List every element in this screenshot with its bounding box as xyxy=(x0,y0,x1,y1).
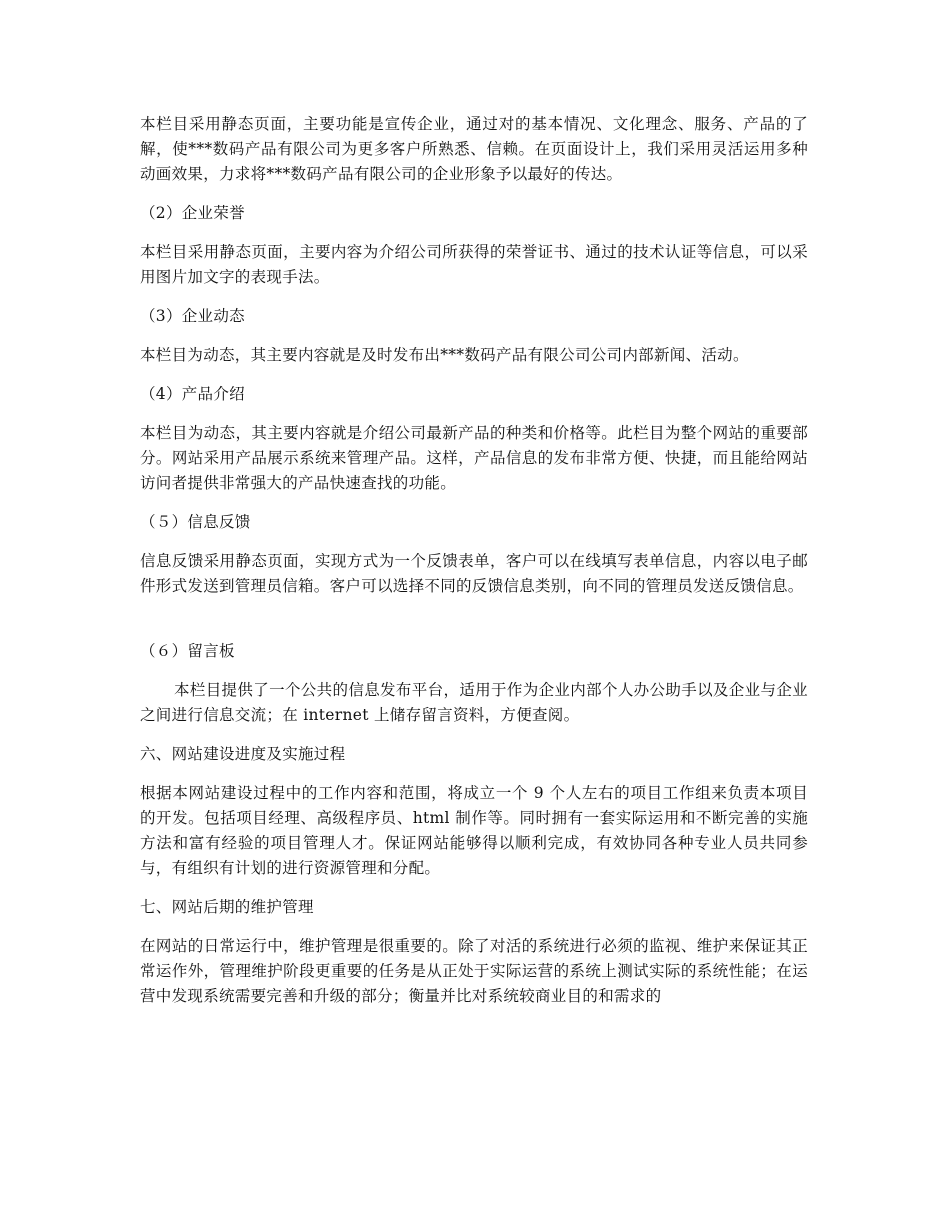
heading-company-news: （3）企业动态 xyxy=(140,307,245,325)
paragraph-company-honors: 本栏目采用静态页面，主要内容为介绍公司所获得的荣誉证书、通过的技术认证等信息，可以采用图片加文字的表现手法。 xyxy=(140,243,808,286)
paragraph-feedback: 信息反馈采用静态页面，实现方式为一个反馈表单，客户可以在线填写表单信息，内容以电子邮件形式发送到管理员信箱。客户可以选择不同的反馈信息类别，向不同的管理员发送反馈信息。 xyxy=(140,552,808,595)
paragraph-company-news: 本栏目为动态，其主要内容就是及时发布出***数码产品有限公司公司内部新闻、活动。 xyxy=(140,346,749,364)
heading-section-seven: 七、网站后期的维护管理 xyxy=(140,898,314,916)
paragraph-message-board: 本栏目提供了一个公共的信息发布平台，适用于作为企业内部个人办公助手以及企业与企业之间进行信息交流；在 internet 上储存留言资料，方便查阅。 xyxy=(140,681,808,724)
heading-company-honors: （2）企业荣誉 xyxy=(140,204,245,222)
heading-section-six: 六、网站建设进度及实施过程 xyxy=(140,745,346,763)
paragraph-company-intro: 本栏目采用静态页面，主要功能是宣传企业，通过对的基本情况、文化理念、服务、产品的了解，使***数码产品有限公司为更多客户所熟悉、信赖。在页面设计上，我们采用灵活运用多种动画效果，力求将***数码产品有限公司的企业形象予以最好的传达。 xyxy=(140,115,808,183)
paragraph-section-six: 根据本网站建设过程中的工作内容和范围，将成立一个 9 个人左右的项目工作组来负责本项目的开发。包括项目经理、高级程序员、html 制作等。同时拥有一套实际运用和不断完善的实施方法和富有经验的项目管理人才。保证网站能够得以顺利完成，有效协同各种专业人员共同参与，有组织有计划的进行资源管理和分配。 xyxy=(140,784,808,877)
heading-feedback: （５）信息反馈 xyxy=(140,513,251,531)
document-body xyxy=(140,112,808,1023)
heading-product-intro: （4）产品介绍 xyxy=(140,385,245,403)
paragraph-product-intro: 本栏目为动态，其主要内容就是介绍公司最新产品的种类和价格等。此栏目为整个网站的重要部分。网站采用产品展示系统来管理产品。这样，产品信息的发布非常方便、快捷，而且能给网站访问者提供非常强大的产品快速查找的功能。 xyxy=(140,424,808,492)
paragraph-section-seven: 在网站的日常运行中，维护管理是很重要的。除了对活的系统进行必须的监视、维护来保证其正常运作外，管理维护阶段更重要的任务是从正处于实际运营的系统上测试实际的系统性能；在运营中发现系统需要完善和升级的部分；衡量并比对系统较商业目的和需求的 xyxy=(140,937,808,1005)
heading-message-board: （６）留言板 xyxy=(140,642,235,660)
